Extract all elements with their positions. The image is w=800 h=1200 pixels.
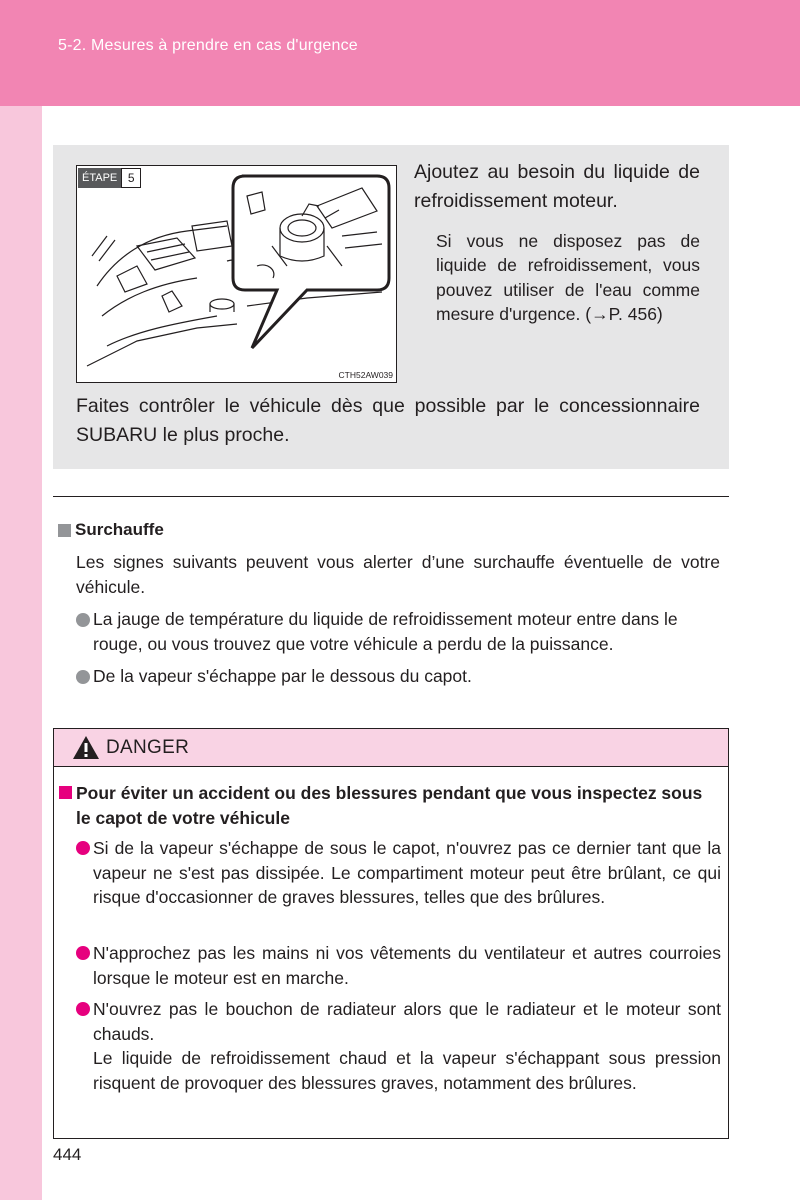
danger-bullet-extra: Le liquide de refroidissement chaud et la vapeur s'échappant sous pression risquent de provoquer des blessures graves, notamment des brûlures. xyxy=(93,1048,721,1093)
bullet-dot-icon xyxy=(76,1002,90,1016)
side-strip xyxy=(0,106,42,1200)
danger-box xyxy=(53,728,729,1139)
bullet-dot-icon xyxy=(76,670,90,684)
bullet-dot-icon xyxy=(76,841,90,855)
engine-illustration xyxy=(77,166,398,384)
section-title: 5-2. Mesures à prendre en cas d'urgence xyxy=(58,37,358,54)
step-heading: Ajoutez au besoin du liquide de refroidissement moteur. xyxy=(414,161,700,212)
divider xyxy=(53,496,729,497)
bullet-dot-icon xyxy=(76,946,90,960)
page-number: 444 xyxy=(53,1145,82,1164)
overheat-bullet-2 xyxy=(76,664,720,689)
square-icon xyxy=(58,524,71,537)
danger-bullet-text: N'approchez pas les mains ni vos vêtements du ventilateur et autres courroies lorsque le moteur est en marche. xyxy=(93,943,721,988)
overheat-bullet-text: De la vapeur s'échappe par le dessous du capot. xyxy=(93,666,472,686)
illustration-code: CTH52AW039 xyxy=(338,370,393,380)
overheat-intro: Les signes suivants peuvent vous alerter d’une surchauffe éventuelle de votre véhicule. xyxy=(76,552,720,597)
warning-triangle-icon xyxy=(72,735,100,760)
danger-subheading-text: Pour éviter un accident ou des blessures pendant que vous inspectez sous le capot de votre véhicule xyxy=(76,783,703,828)
overheat-heading xyxy=(58,520,164,540)
overheat-heading-text: Surchauffe xyxy=(75,520,164,539)
step-note: Si vous ne disposez pas de liquide de refroidissement, vous pouvez utiliser de l'eau comme mesure d'urgence. (→P. 456) xyxy=(436,231,700,324)
danger-bullet-3 xyxy=(76,997,721,1095)
overheat-bullet-text: La jauge de température du liquide de refroidissement moteur entre dans le rouge, ou vous trouvez que votre véhicule a perdu de la puissance. xyxy=(93,609,678,654)
step-tag xyxy=(77,166,141,188)
step-footer: Faites contrôler le véhicule dès que possible par le concessionnaire SUBARU le plus proche. xyxy=(76,395,700,446)
illustration xyxy=(76,165,397,383)
danger-bullet-text: N'ouvrez pas le bouchon de radiateur alors que le radiateur et le moteur sont chauds. xyxy=(93,999,721,1044)
bullet-dot-icon xyxy=(76,613,90,627)
square-icon xyxy=(59,786,72,799)
overheat-bullet-1 xyxy=(76,607,720,657)
danger-bullet-2 xyxy=(76,941,721,990)
danger-bullet-text: Si de la vapeur s'échappe de sous le capot, n'ouvrez pas ce dernier tant que la vapeur ne s'est pas dissipée. Le compartiment moteur peut être brûlant, ce qui risque d'occasionner de graves blessures, telles que des brûlures. xyxy=(93,838,721,907)
header-band xyxy=(0,0,800,106)
danger-subheading xyxy=(59,781,721,830)
step-number: 5 xyxy=(121,168,141,188)
step-label: ÉTAPE xyxy=(78,168,121,188)
danger-bullet-1 xyxy=(76,836,721,910)
danger-header xyxy=(54,729,728,767)
danger-title: DANGER xyxy=(106,737,190,758)
